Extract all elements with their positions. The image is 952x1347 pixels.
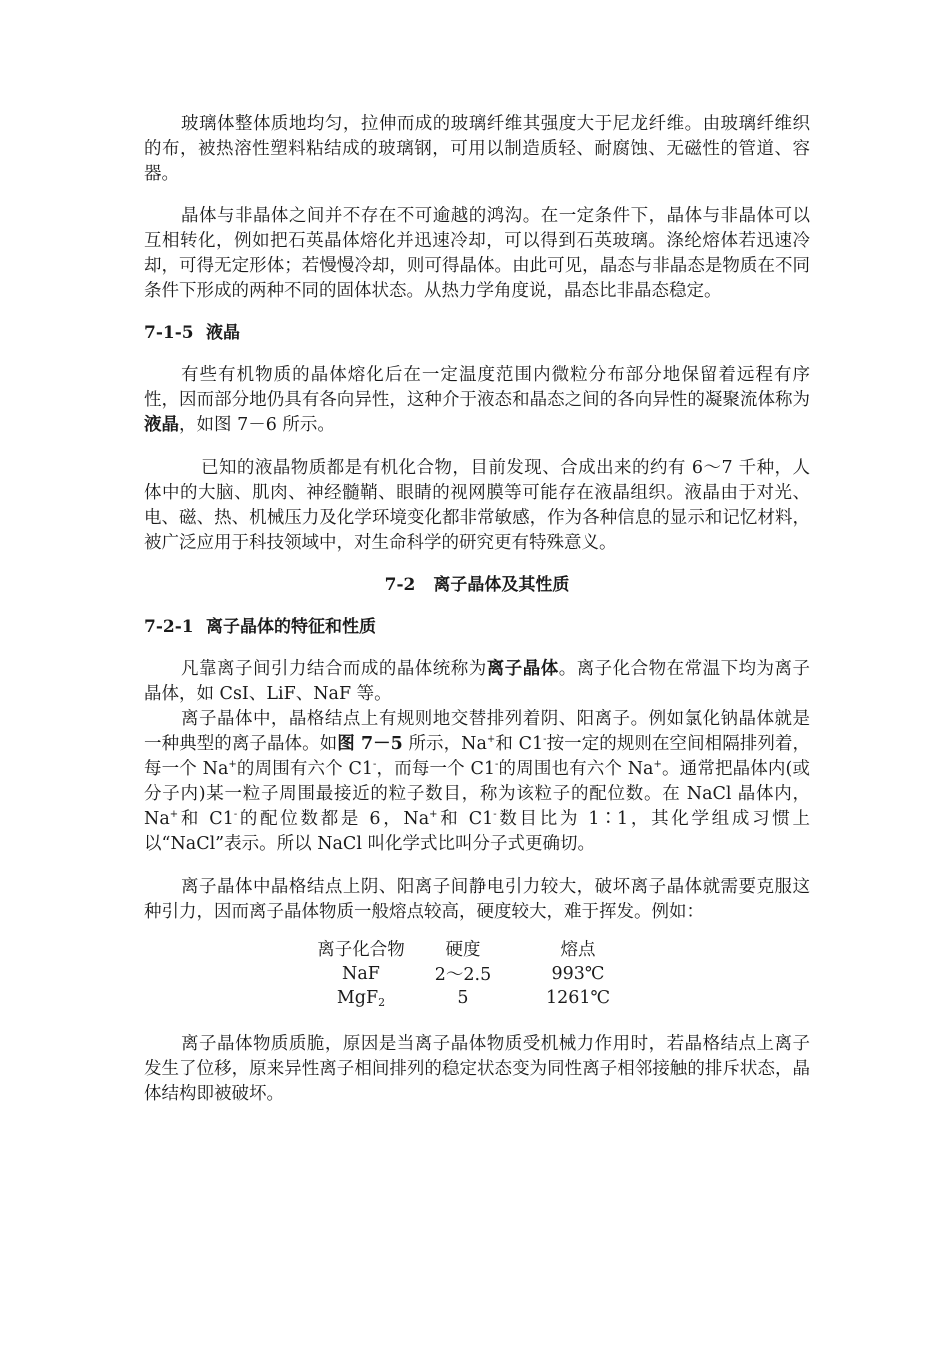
paragraph-crystal-noncrystal: 晶体与非晶体之间并不存在不可逾越的鸿沟。在一定条件下，晶体与非晶体可以互相转化，例如把石英晶体熔化并迅速冷却，可以得到石英玻璃。涤纶熔体若迅速冷却，可得无定形体；若慢慢冷却，则可得晶体。由此可见，晶态与非晶态是物质在不同条件下形成的两种不同的固体状态。从热力学角度说，晶态比非晶态稳定。 xyxy=(144,206,810,301)
paragraph-ionic-crystal-properties: 离子晶体中晶格结点上阴、阳离子间静电引力较大，破坏离子晶体就需要克服这种引力，因而离子晶体物质一般熔点较高，硬度较大，难于挥发。例如： xyxy=(144,877,810,922)
text-run: 的周围有六个 C1 xyxy=(236,759,374,779)
ionic-compound-table xyxy=(309,936,643,1010)
document-body xyxy=(144,112,810,1107)
formula-base: MgF xyxy=(336,988,379,1008)
section-heading-7-2-1 xyxy=(144,615,810,640)
charge-minus: - xyxy=(233,809,238,820)
text-run: 凡靠离子间引力结合而成的晶体统称为 xyxy=(181,659,487,679)
table-header-melting-point: 熔点 xyxy=(560,940,596,960)
charge-plus: + xyxy=(653,759,662,770)
section-title: 液晶 xyxy=(206,323,240,343)
section-title: 离子晶体的特征和性质 xyxy=(206,617,376,637)
text-run: 离子晶体中，晶格结点上有规则地交替排列着阴、阳离子。例如氯化钠晶体就是一种典型的离子晶体。如 xyxy=(144,709,810,754)
table-cell-compound xyxy=(309,986,413,1010)
charge-plus: + xyxy=(429,809,438,820)
section-number: 7-1-5 xyxy=(144,323,194,343)
text-run: 和 C1 xyxy=(178,809,234,829)
section-number: 7-2-1 xyxy=(144,617,194,637)
table-header-compound: 离子化合物 xyxy=(317,940,405,960)
chapter-heading-7-2 xyxy=(144,573,810,598)
text-run: 数目比为 1∶1，其化学组成习惯上以“NaCl”表示。所以 NaCl 叫化学式比叫分子式更确切。 xyxy=(144,809,810,854)
chapter-title: 离子晶体及其性质 xyxy=(433,575,570,595)
charge-minus: - xyxy=(495,759,499,770)
table-cell-melting-point: 993℃ xyxy=(551,963,605,984)
section-heading-7-1-5 xyxy=(144,321,810,346)
text-run: 和 C1 xyxy=(437,809,494,829)
paragraph-liquid-crystal-applications: 已知的液晶物质都是有机化合物，目前发现、合成出来的约有 6～7 千种，人体中的大脑、肌肉、神经髓鞘、眼睛的视网膜等可能存在液晶组织。液晶由于对光、电、磁、热、机械压力及化学环境变化都非常敏感，作为各种信息的显示和记忆材料，被广泛应用于科技领域中，对生命科学的研究更有特殊意义。 xyxy=(144,458,810,553)
text-run: 所示，Na xyxy=(402,734,487,754)
paragraph-ionic-crystal-brittleness: 离子晶体物质质脆，原因是当离子晶体物质受机械力作用时，若晶格结点上离子发生了位移，原来异性离子相间排列的稳定状态变为同性离子相邻接触的排斥状态，晶体结构即被破坏。 xyxy=(144,1034,810,1104)
text-run: 的周围也有六个 Na xyxy=(498,759,654,779)
charge-minus: - xyxy=(493,809,497,820)
charge-minus: - xyxy=(373,759,377,770)
table-cell-compound: NaF xyxy=(342,963,380,984)
text-run: 的配位数都是 6，Na xyxy=(237,809,430,829)
text-run: 。离子化合物在常温下均为离子晶体，如 CsI、LiF、NaF 等。 xyxy=(144,659,811,704)
charge-plus: + xyxy=(228,759,237,770)
formula-subscript: 2 xyxy=(378,996,386,1009)
table-row xyxy=(309,961,643,986)
charge-plus: + xyxy=(169,809,179,820)
paragraph-liquid-crystal-definition xyxy=(144,363,810,438)
text-run: ，而每一个 C1 xyxy=(376,759,495,779)
bold-term: 液晶 xyxy=(144,415,179,435)
chapter-number: 7-2 xyxy=(384,575,416,595)
table-cell-hardness: 2～2.5 xyxy=(434,965,492,985)
paragraph-ionic-crystal-definition xyxy=(144,657,810,707)
text-run: 按一定的规则在空间相隔排列着，每一个 Na xyxy=(144,734,811,779)
table-cell-melting-point: 1261℃ xyxy=(545,988,611,1008)
bold-term: 离子晶体 xyxy=(486,659,559,679)
table-header-row xyxy=(309,936,643,961)
text-run: 有些有机物质的晶体熔化后在一定温度范围内微粒分布部分地保留着远程有序性，因而部分地仍具有各向异性，这种介于液态和晶态之间的各向异性的凝聚流体称为 xyxy=(144,365,810,410)
charge-plus: + xyxy=(486,734,496,745)
text-run: 和 C1 xyxy=(495,734,544,754)
text-run: 。通常把晶体内(或分子内)某一粒子周围最接近的粒子数目，称为该粒子的配位数。在 NaCl 晶体内，Na xyxy=(144,759,811,829)
table-header-hardness: 硬度 xyxy=(445,940,481,960)
charge-minus: - xyxy=(543,734,547,745)
paragraph-ionic-crystal-structure xyxy=(144,707,810,857)
table-cell-hardness: 5 xyxy=(457,988,469,1008)
paragraph-glass-fiber: 玻璃体整体质地均匀，拉伸而成的玻璃纤维其强度大于尼龙纤维。由玻璃纤维织的布，被热溶性塑料粘结成的玻璃钢，可用以制造质轻、耐腐蚀、无磁性的管道、容器。 xyxy=(144,114,810,184)
figure-reference: 图 7－5 xyxy=(337,734,403,754)
table-row xyxy=(309,986,643,1010)
text-run: ，如图 7－6 所示。 xyxy=(179,415,335,435)
